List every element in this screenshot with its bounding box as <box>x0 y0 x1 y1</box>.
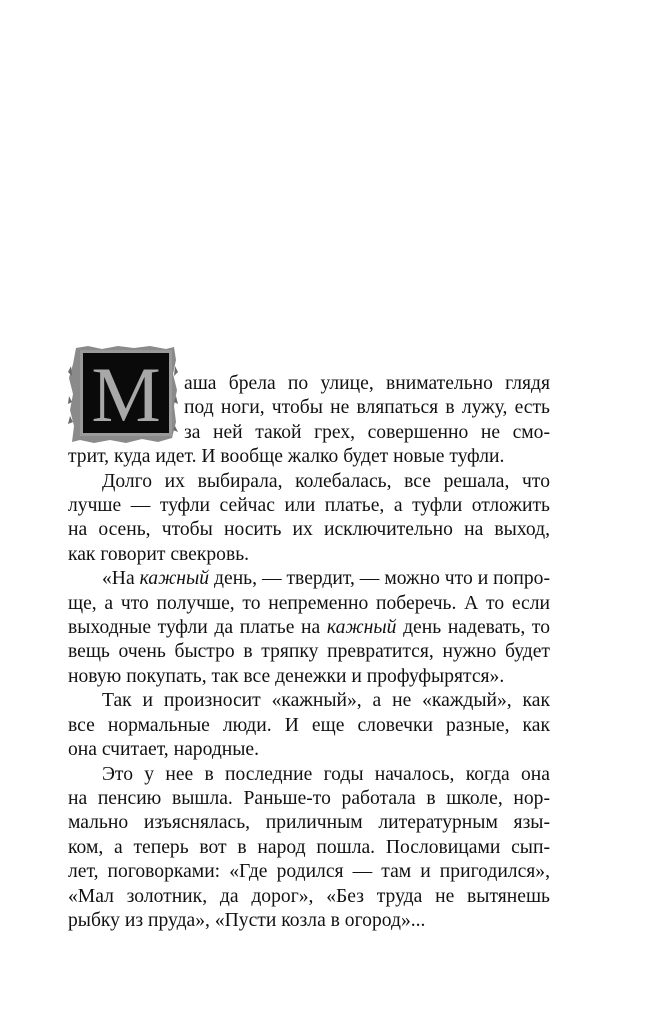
paragraph-2 <box>68 470 550 568</box>
text-line: лет, поговорками: «Где родился — там и пригодился», <box>68 861 550 883</box>
text-line: Это у нее в последние годы началось, когда она <box>102 763 550 785</box>
text-line: трит, куда идет. И вообще жалко будет новые туфли. <box>68 446 505 468</box>
text-line: как говорит свекровь. <box>68 543 250 565</box>
text-line: мально изъяснялась, приличным литературным язы- <box>68 812 550 834</box>
text-run: день надевать, то <box>396 617 551 639</box>
text-line: лучше — туфли сейчас или платье, а туфли отложить <box>68 495 550 517</box>
text-line: ком, а теперь вот в народ пошла. Пословицами сып- <box>68 836 550 858</box>
text-line <box>68 616 550 640</box>
text-line: новую покупать, так все денежки и профуфырятся». <box>68 665 505 687</box>
text-line: Так и произносит «кажный», а не «каждый», как <box>102 690 550 712</box>
text-line: она считает, народные. <box>68 739 260 761</box>
chapter-text <box>68 351 551 933</box>
text-run: выходные туфли да платье на <box>68 617 327 639</box>
text-line: Долго их выбирала, колебалась, все решала, что <box>102 470 550 492</box>
drop-cap-letter: М <box>91 351 161 438</box>
drop-cap-box <box>80 350 172 436</box>
text-line: за ней такой грех, совершенно не смо- <box>184 421 550 443</box>
text-line: на пенсию вышла. Раньше-то работала в школе, нор- <box>68 787 550 809</box>
paragraph-4 <box>68 689 550 762</box>
paragraph-1 <box>68 351 550 470</box>
text-line: рыбку из пруда», «Пусти козла в огород»... <box>68 909 426 931</box>
text-line <box>68 567 550 591</box>
italic-word: кажный <box>326 617 397 639</box>
text-line: ще, а что получше, то непременно поберечь. А то если <box>68 592 550 614</box>
paragraph-5 <box>68 763 550 934</box>
paragraph-3 <box>68 567 550 689</box>
text-line: под ноги, чтобы не вляпаться в лужу, есть <box>184 397 550 419</box>
text-run: день, — твердит, — можно что и попро- <box>209 568 551 590</box>
text-line: на осень, чтобы носить их исключительно на выход, <box>68 519 550 541</box>
text-line: вещь очень быстро в тряпку превратится, нужно будет <box>68 641 550 663</box>
text-line: все нормальные люди. И еще словечки разные, как <box>68 714 550 736</box>
text-run: «На <box>102 568 140 590</box>
text-line: «Мал золотник, да дорог», «Без труда не вытянешь <box>68 885 550 907</box>
italic-word: кажный <box>139 568 210 590</box>
text-line: аша брела по улице, внимательно глядя <box>184 373 550 394</box>
drop-cap <box>68 346 178 444</box>
